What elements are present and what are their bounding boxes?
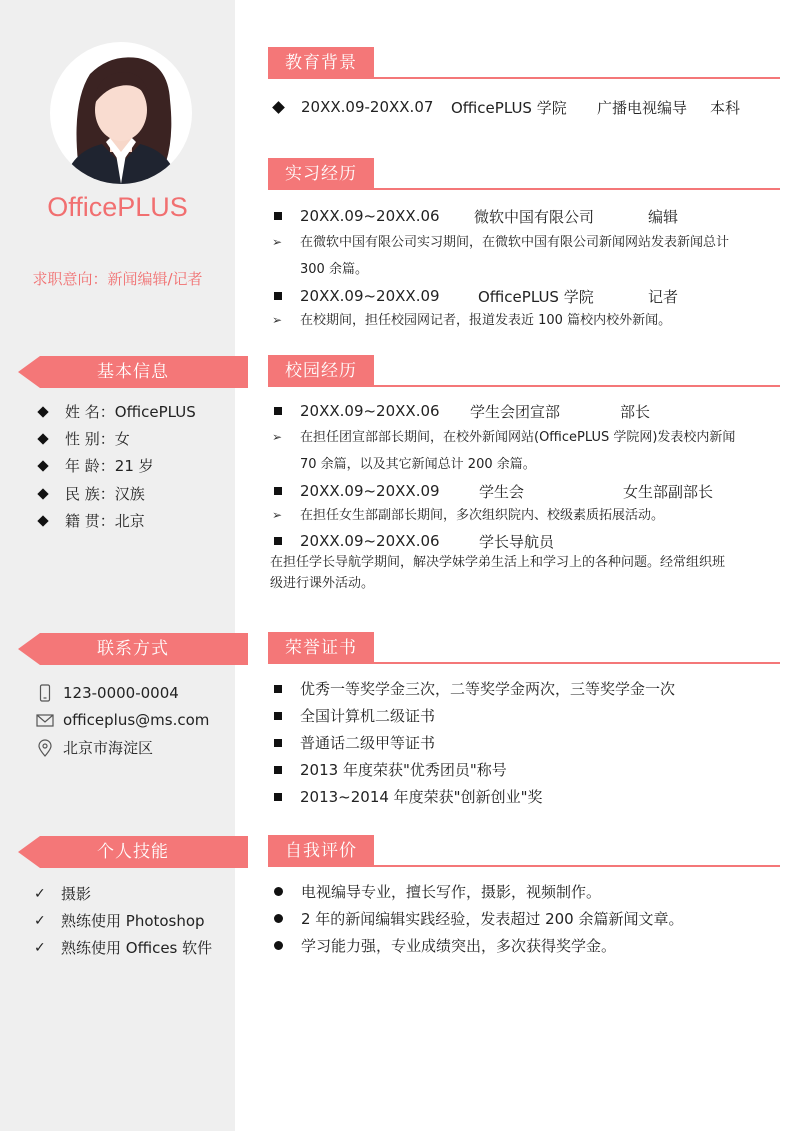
desc-line: 级进行课外活动。 [270, 576, 375, 591]
check-icon: ✓ [34, 885, 46, 902]
campus-role: 女生部副部长 [623, 482, 714, 501]
self-eval-item [270, 905, 683, 932]
self-eval-title: 自我评价 [268, 835, 374, 867]
desc-line: 在微软中国有限公司实习期间，在微软中国有限公司新闻网站发表新闻总计 [300, 235, 730, 250]
campus-desc [270, 552, 735, 594]
arrow-bullet-icon: ➢ [272, 235, 283, 249]
campus-item [270, 400, 735, 422]
square-bullet-icon [274, 766, 282, 774]
campus-org: 学生会团宣部 [470, 402, 561, 421]
campus-title: 校园经历 [268, 355, 374, 387]
info-value: 21 岁 [114, 457, 154, 476]
self-eval-text: 电视编导专业，擅长写作，摄影，视频制作。 [301, 883, 602, 901]
info-value: 北京 [114, 511, 145, 530]
job-objective: 求职意向：新闻编辑/记者 [32, 270, 203, 288]
location-pin-icon [36, 739, 54, 757]
intern-period: 20XX.09~20XX.09 [300, 287, 440, 305]
diamond-bullet-icon [37, 461, 48, 472]
campus-item [270, 530, 735, 552]
contact-phone [36, 679, 209, 707]
edu-major: 广播电视编导 [597, 98, 688, 117]
campus-period: 20XX.09~20XX.09 [300, 482, 440, 500]
internship-item [270, 205, 729, 227]
skills-header [18, 836, 248, 868]
campus-org: 学生会 [479, 482, 525, 501]
internship-title: 实习经历 [268, 158, 374, 190]
intern-desc [270, 307, 729, 334]
skills-list [34, 880, 212, 961]
skill-text: 熟练使用 Offices 软件 [61, 939, 213, 957]
desc-line: 在校期间，担任校园网记者，报道发表近 100 篇校内校外新闻。 [300, 313, 672, 328]
honor-text: 2013 年度荣获"优秀团员"称号 [300, 761, 507, 779]
contact-address [36, 734, 209, 762]
info-label: 民 族： [65, 484, 115, 503]
education-row [270, 96, 740, 118]
edu-period: 20XX.09-20XX.07 [301, 98, 434, 116]
honor-text: 2013~2014 年度荣获"创新创业"奖 [300, 788, 543, 806]
self-eval-item [270, 932, 683, 959]
basic-info-header [18, 356, 248, 388]
honor-item [270, 675, 675, 702]
info-label: 性 别： [65, 429, 115, 448]
desc-line: 在担任学长导航学期间，解决学妹学弟生活上和学习上的各种问题。经常组织班 [270, 555, 726, 570]
skills-label: 个人技能 [97, 842, 169, 862]
edu-school: OfficePLUS 学院 [451, 98, 567, 117]
internship-header [268, 158, 780, 190]
desc-line: 300 余篇。 [300, 262, 368, 277]
honors-title: 荣誉证书 [268, 632, 374, 664]
section-divider [268, 662, 780, 664]
intern-org: 微软中国有限公司 [474, 207, 595, 226]
arrow-bullet-icon: ➢ [272, 508, 283, 522]
education-title: 教育背景 [268, 47, 374, 79]
honor-item [270, 783, 675, 810]
honor-item [270, 702, 675, 729]
info-row-age [36, 453, 196, 480]
campus-header [268, 355, 780, 387]
info-value: 汉族 [114, 484, 145, 503]
campus-org: 学长导航员 [479, 532, 555, 551]
honors-list [270, 675, 675, 810]
intern-role: 编辑 [648, 207, 679, 226]
avatar-illustration [50, 42, 192, 184]
square-bullet-icon [274, 739, 282, 747]
skill-item [34, 934, 212, 961]
square-bullet-icon [274, 685, 282, 693]
address-text: 北京市海淀区 [63, 739, 154, 758]
check-icon: ✓ [34, 939, 46, 956]
self-eval-text: 2 年的新闻编辑实践经验，发表超过 200 余篇新闻文章。 [301, 910, 684, 928]
square-bullet-icon [274, 793, 282, 801]
diamond-bullet-icon [37, 406, 48, 417]
basic-info-label: 基本信息 [97, 362, 169, 382]
square-bullet-icon [274, 537, 282, 545]
candidate-name: OfficePLUS [47, 192, 188, 222]
skill-item [34, 880, 212, 907]
info-value: OfficePLUS [114, 402, 196, 421]
self-eval-header [268, 835, 780, 867]
info-label: 姓 名： [65, 402, 115, 421]
desc-line: 在担任团宣部部长期间，在校外新闻网站(OfficePLUS 学院网)发表校内新闻 [300, 430, 736, 445]
check-icon: ✓ [34, 912, 46, 929]
contact-header [18, 633, 248, 665]
campus-list [270, 400, 735, 594]
mail-icon [36, 711, 54, 729]
education-entry [270, 96, 740, 118]
info-value: 女 [114, 429, 130, 448]
honor-text: 普通话二级甲等证书 [300, 734, 436, 752]
email-text: officeplus@ms.com [63, 711, 210, 730]
phone-icon [36, 684, 54, 702]
avatar [50, 42, 192, 184]
campus-desc [270, 502, 735, 529]
info-row-hometown [36, 507, 196, 534]
info-row-ethnicity [36, 480, 196, 507]
skill-text: 摄影 [61, 885, 92, 903]
skill-item [34, 907, 212, 934]
diamond-bullet-icon [37, 515, 48, 526]
phone-text: 123-0000-0004 [63, 683, 179, 702]
square-bullet-icon [274, 212, 282, 220]
arrow-bullet-icon: ➢ [272, 430, 283, 444]
section-divider [268, 188, 780, 190]
square-bullet-icon [274, 712, 282, 720]
intern-role: 记者 [648, 287, 679, 306]
intern-org: OfficePLUS 学院 [478, 287, 594, 306]
internship-item [270, 285, 729, 307]
dot-bullet-icon [274, 914, 283, 923]
self-eval-text: 学习能力强，专业成绩突出，多次获得奖学金。 [301, 937, 617, 955]
campus-period: 20XX.09~20XX.06 [300, 402, 440, 420]
section-divider [268, 77, 780, 79]
campus-period: 20XX.09~20XX.06 [300, 532, 440, 550]
honor-item [270, 756, 675, 783]
contact-label: 联系方式 [97, 639, 169, 659]
diamond-bullet-icon [37, 488, 48, 499]
campus-item [270, 480, 735, 502]
self-eval-list [270, 878, 683, 959]
self-eval-item [270, 878, 683, 905]
info-row-name [36, 398, 196, 425]
honor-item [270, 729, 675, 756]
section-divider [268, 385, 780, 387]
internship-list [270, 205, 729, 334]
honor-text: 优秀一等奖学金三次，二等奖学金两次，三等奖学金一次 [300, 680, 676, 698]
dot-bullet-icon [274, 941, 283, 950]
info-row-gender [36, 425, 196, 452]
arrow-bullet-icon: ➢ [272, 313, 283, 327]
desc-line: 在担任女生部副部长期间，多次组织院内、校级素质拓展活动。 [300, 508, 665, 523]
contact-list [36, 679, 209, 762]
edu-degree: 本科 [710, 98, 741, 117]
info-label: 年 龄： [65, 457, 115, 476]
campus-desc [270, 424, 735, 478]
section-divider [268, 865, 780, 867]
honor-text: 全国计算机二级证书 [300, 707, 436, 725]
desc-line: 70 余篇，以及其它新闻总计 200 余篇。 [300, 457, 536, 472]
intern-desc [270, 229, 729, 283]
honors-header [268, 632, 780, 664]
diamond-bullet-icon [272, 101, 285, 114]
basic-info-list [36, 398, 196, 534]
education-header [268, 47, 780, 79]
dot-bullet-icon [274, 887, 283, 896]
intern-period: 20XX.09~20XX.06 [300, 207, 440, 225]
square-bullet-icon [274, 292, 282, 300]
skill-text: 熟练使用 Photoshop [61, 912, 205, 930]
square-bullet-icon [274, 487, 282, 495]
square-bullet-icon [274, 407, 282, 415]
contact-email [36, 707, 209, 735]
diamond-bullet-icon [37, 433, 48, 444]
campus-role: 部长 [620, 402, 651, 421]
info-label: 籍 贯： [65, 511, 115, 530]
